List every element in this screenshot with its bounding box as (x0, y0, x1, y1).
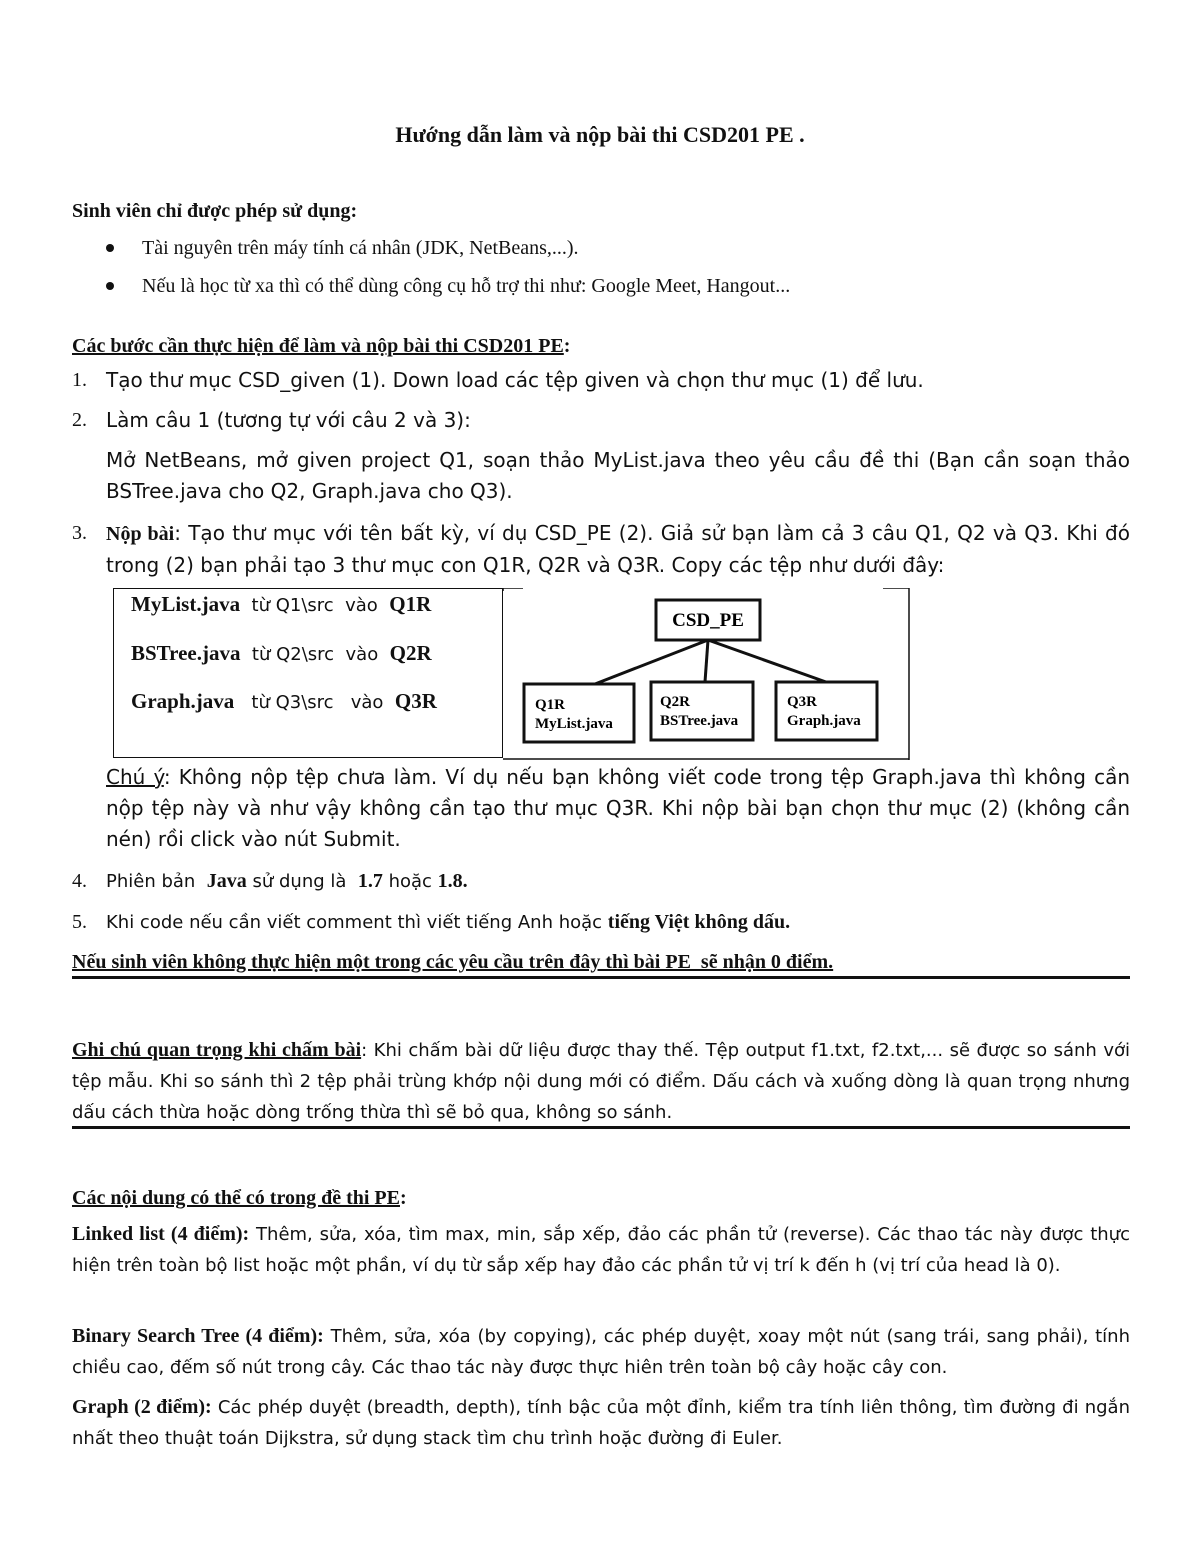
contents-heading: Các nội dung có thể có trong đề thi PE: (72, 1187, 407, 1209)
tree-child-name: Q2R (660, 694, 690, 710)
tree-edge (708, 640, 826, 682)
tree-child-q1r (524, 684, 634, 742)
grading-note: Ghi chú quan trọng khi chấm bài: Khi chấm bài dữ liệu được thay thế. Tệp output f1.txt, f2.txt,... sẽ được so sánh với tệp mẫu. Khi so sánh thì 2 tệp phải trùng khớp nội dung mới có điểm. Dấu cách và xuống dòng là quan trọng nhưng dấu cách thừa hoặc dòng trống thừa thì sẽ bỏ qua, không so sánh. (72, 1039, 1130, 1123)
copy-row: MyList.java từ Q1\src vào Q1R (131, 592, 432, 616)
step-number: 2. (72, 409, 87, 431)
list-item: Nếu là học từ xa thì có thể dùng công cụ hỗ trợ thi như: Google Meet, Hangout... (72, 271, 1130, 301)
frame-corner (503, 588, 523, 591)
step-1-text: Tạo thư mục CSD_given (1). Down load các tệp given và chọn thư mục (1) để lưu. (106, 368, 924, 392)
tree-child-q2r (651, 682, 753, 740)
tree-child-q3r (776, 682, 877, 740)
page-title: Hướng dẫn làm và nộp bài thi CSD201 PE . (395, 122, 805, 147)
tree-child-name: Q3R (787, 694, 817, 710)
step-2-text: Làm câu 1 (tương tự với câu 2 và 3): (106, 408, 471, 432)
allowed-list (72, 233, 1130, 309)
allowed-heading: Sinh viên chỉ được phép sử dụng: (72, 200, 358, 222)
list-item: Tài nguyên trên máy tính cá nhân (JDK, NetBeans,...). (72, 233, 1130, 263)
frame-corner (883, 588, 909, 760)
folder-tree-diagram (503, 588, 910, 760)
steps-heading: Các bước cần thực hiện để làm và nộp bài thi CSD201 PE: (72, 335, 571, 357)
tree-edge (595, 640, 708, 684)
step-3-text: Nộp bài: Tạo thư mục với tên bất kỳ, ví dụ CSD_PE (2). Giả sử bạn làm cả 3 câu Q1, Q2 và Q3. Khi đó trong (2) bạn phải tạo 3 thư mục con Q1R, Q2R và Q3R. Copy các tệp như dưới đây: (106, 521, 1130, 577)
step-number: 4. (72, 870, 87, 892)
step-number: 1. (72, 369, 87, 391)
tree-child-name: Q1R (535, 697, 565, 713)
step-number: 5. (72, 911, 87, 933)
tree-edge (705, 640, 708, 682)
bullet-icon (106, 244, 114, 252)
step-number: 3. (72, 522, 87, 544)
divider (72, 976, 1130, 979)
tree-root-label: CSD_PE (672, 610, 744, 631)
copy-row: Graph.java từ Q3\src vào Q3R (131, 689, 437, 713)
tree-child-file: MyList.java (535, 716, 613, 732)
step-4-text: Phiên bản Java sử dụng là 1.7 hoặc 1.8. (106, 870, 468, 892)
linked-list-topic: Linked list (4 điểm): Thêm, sửa, xóa, tìm max, min, sắp xếp, đảo các phần tử (reverse). Các thao tác này được thực hiện trên toàn bộ list hoặc một phần, ví dụ từ sắp xếp hay đảo các phần tử vị trí k đến h (vị trí của head là 0). (72, 1223, 1130, 1276)
bst-topic: Binary Search Tree (4 điểm): Thêm, sửa, xóa (by copying), các phép duyệt, xoay một nút (sang trái, sang phải), tính chiều cao, đếm số nút trong cây. Các thao tác này được thực hiên trên toàn bộ cây hoặc cây con. (72, 1325, 1130, 1378)
warning-text: Nếu sinh viên không thực hiện một trong các yêu cầu trên đây thì bài PE sẽ nhận 0 điểm. (72, 951, 834, 973)
step-2-detail: Mở NetBeans, mở given project Q1, soạn thảo MyList.java theo yêu cầu đề thi (Bạn cần soạn thảo BSTree.java cho Q2, Graph.java cho Q3). (106, 448, 1130, 503)
bullet-icon (106, 282, 114, 290)
copy-row: BSTree.java từ Q2\src vào Q2R (131, 641, 432, 665)
note-paragraph: Chú ý: Không nộp tệp chưa làm. Ví dụ nếu bạn không viết code trong tệp Graph.java thì không cần nộp tệp này và như vậy không cần tạo thư mục Q3R. Khi nộp bài bạn chọn thư mục (2) (không cần nén) rồi click vào nút Submit. (106, 765, 1130, 851)
divider (72, 1126, 1130, 1129)
tree-child-file: BSTree.java (660, 713, 739, 729)
graph-topic: Graph (2 điểm): Các phép duyệt (breadth, depth), tính bậc của một đỉnh, kiểm tra tính liên thông, tìm đường đi ngắn nhất theo thuật toán Dijkstra, sử dụng stack tìm chu trình hoặc đường đi Euler. (72, 1396, 1130, 1449)
step-5-text: Khi code nếu cần viết comment thì viết tiếng Anh hoặc tiếng Việt không dấu. (106, 911, 791, 933)
tree-child-file: Graph.java (787, 713, 861, 729)
